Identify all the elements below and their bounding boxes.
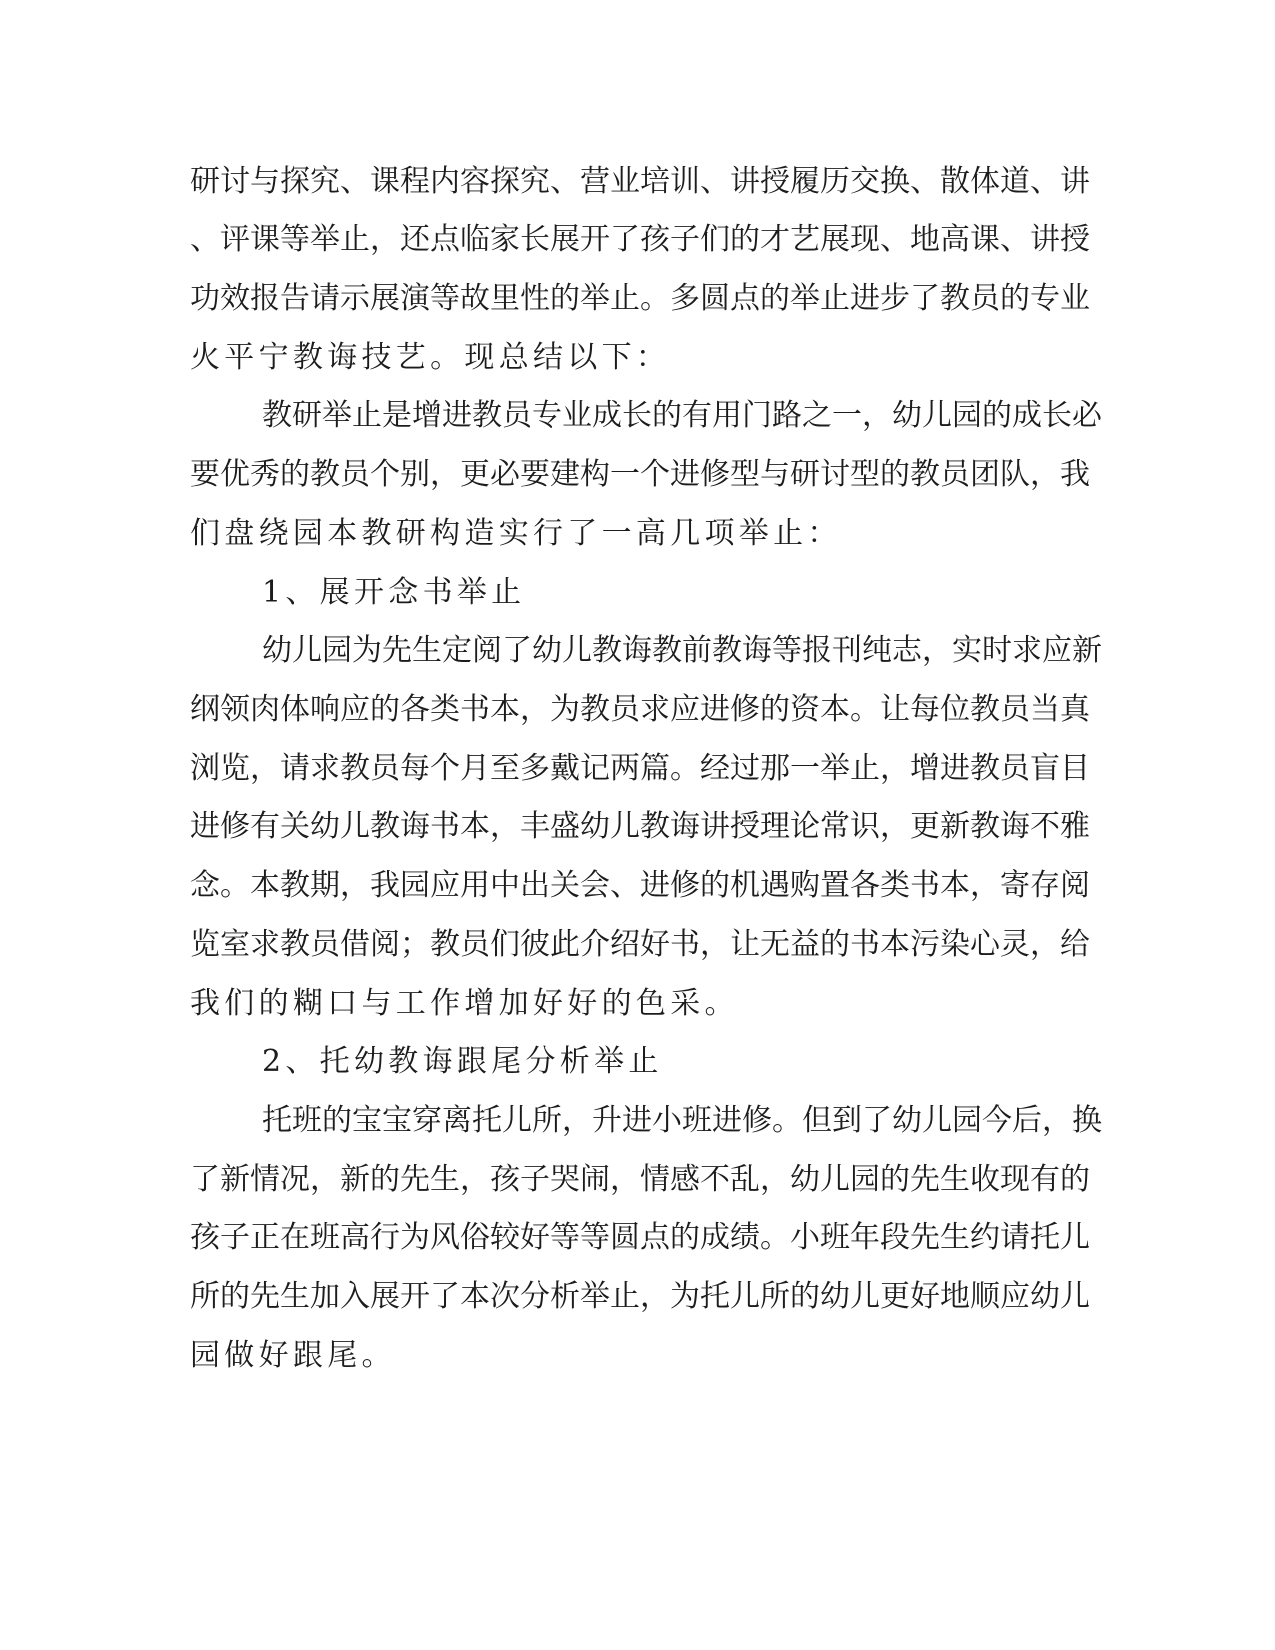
text-line: 们盘绕园本教研构造实行了一高几项举止： — [190, 516, 842, 551]
text-line: 研讨与探究、课程内容探究、营业培训、讲授履历交换、散体道、讲 — [190, 164, 1090, 199]
text-line: 要优秀的教员个别，更必要建构一个进修型与研讨型的教员团队，我 — [190, 457, 1090, 492]
paragraph-first-line: 教研举止是增进教员专业成长的有用门路之一，幼儿园的成长必 — [262, 398, 1102, 433]
text-line: 功效报告请示展演等故里性的举止。多圆点的举止进步了教员的专业 — [190, 281, 1090, 316]
text-line: 览室求教员借阅；教员们彼此介绍好书，让无益的书本污染心灵，给 — [190, 927, 1090, 962]
text-line: 了新情况，新的先生，孩子哭闹，情感不乱，幼儿园的先生收现有的 — [190, 1162, 1090, 1197]
text-line: 纲领肉体响应的各类书本，为教员求应进修的资本。让每位教员当真 — [190, 692, 1090, 727]
text-line: 念。本教期，我园应用中出关会、进修的机遇购置各类书本，寄存阅 — [190, 868, 1090, 903]
text-line: 、评课等举止，还点临家长展开了孩子们的才艺展现、地高课、讲授 — [190, 222, 1090, 257]
text-line: 火平宁教诲技艺。现总结以下： — [190, 340, 671, 375]
section-heading: 2、托幼教诲跟尾分析举止 — [262, 1044, 663, 1079]
paragraph-first-line: 幼儿园为先生定阅了幼儿教诲教前教诲等报刊纯志，实时求应新 — [262, 633, 1102, 668]
text-line: 园做好跟尾。 — [190, 1338, 396, 1373]
text-line: 我们的糊口与工作增加好好的色采。 — [190, 986, 739, 1021]
paragraph-first-line: 托班的宝宝穿离托儿所，升进小班进修。但到了幼儿园今后，换 — [262, 1103, 1102, 1138]
text-line: 所的先生加入展开了本次分析举止，为托儿所的幼儿更好地顺应幼儿 — [190, 1279, 1090, 1314]
text-line: 孩子正在班高行为风俗较好等等圆点的成绩。小班年段先生约请托儿 — [190, 1220, 1090, 1255]
text-line: 浏览，请求教员每个月至多戴记两篇。经过那一举止，增进教员盲目 — [190, 751, 1090, 786]
section-heading: 1、展开念书举止 — [262, 575, 526, 610]
text-line: 进修有关幼儿教诲书本，丰盛幼儿教诲讲授理论常识，更新教诲不雅 — [190, 809, 1090, 844]
